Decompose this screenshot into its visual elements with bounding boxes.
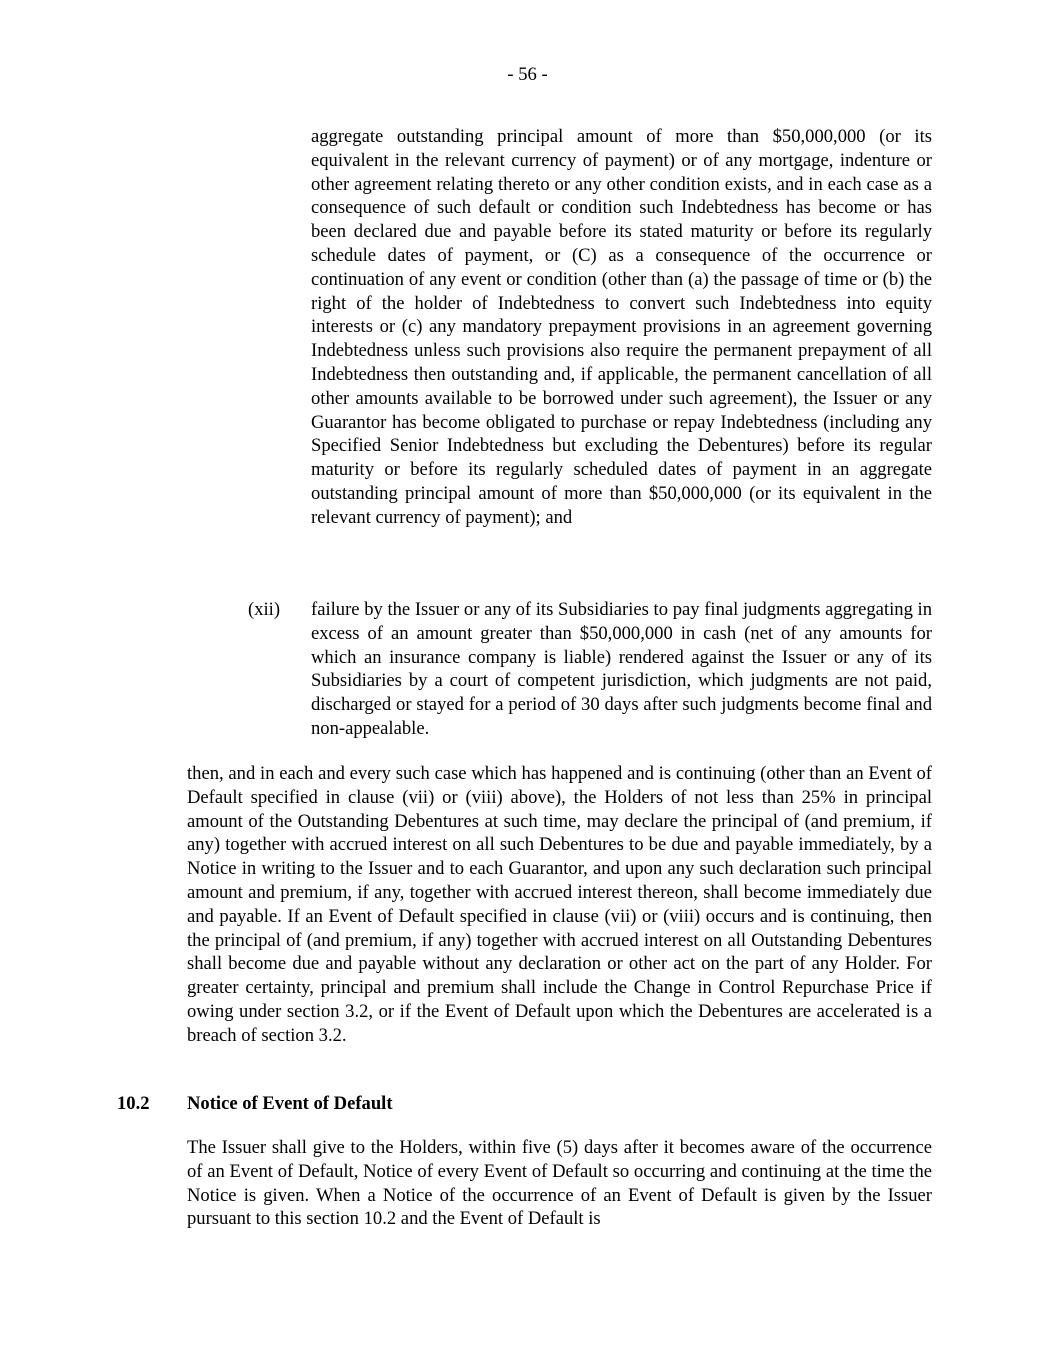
section-heading: Notice of Event of Default	[187, 1093, 393, 1114]
acceleration-paragraph: then, and in each and every such case which has happened and is continuing (other than an Event of Default specified in clause (vii) or (viii) above), the Holders of not less than 25% in principal amount of the Outstanding Debentures at such time, may declare the principal of (and premium, if any) together with accrued interest on all such Debentures to be due and payable immediately, by a Notice in writing to the Issuer and to each Guarantor, and upon any such declaration such principal amount and premium, if any, together with accrued interest thereon, shall become immediately due and payable. If an Event of Default specified in clause (vii) or (viii) occurs and is continuing, then the principal of (and premium, if any) together with accrued interest on all Outstanding Debentures shall become due and payable without any declaration or other act on the part of any Holder. For greater certainty, principal and premium shall include the Change in Control Repurchase Price if owing under section 3.2, or if the Event of Default upon which the Debentures are accelerated is a breach of section 3.2.	[187, 763, 932, 1046]
continuation-paragraph: aggregate outstanding principal amount of more than $50,000,000 (or its equivalent in the relevant currency of payment) or of any mortgage, indenture or other agreement relating thereto or any other condition exists, and in each case as a consequence of such default or condition such Indebtedness has become or has been declared due and payable before its stated maturity or before its regularly schedule dates of payment, or (C) as a consequence of the occurrence or continuation of any event or condition (other than (a) the passage of time or (b) the right of the holder of Indebtedness to convert such Indebtedness into equity interests or (c) any mandatory prepayment provisions in an agreement governing Indebtedness unless such provisions also require the permanent prepayment of all Indebtedness then outstanding and, if applicable, the permanent cancellation of all other amounts available to be borrowed under such agreement), the Issuer or any Guarantor has become obligated to purchase or repay Indebtedness (including any Specified Senior Indebtedness but excluding the Debentures) before its regular maturity or before its regularly scheduled dates of payment in an aggregate outstanding principal amount of more than $50,000,000 (or its equivalent in the relevant currency of payment); and	[311, 126, 932, 528]
page-number: - 56 -	[507, 64, 548, 85]
clause-text-xii: failure by the Issuer or any of its Subsidiaries to pay final judgments aggregating in excess of an amount greater than $50,000,000 in cash (net of any amounts for which an insurance company is liable) rendered against the Issuer or any of its Subsidiaries by a court of competent jurisdiction, which judgments are not paid, discharged or stayed for a period of 30 days after such judgments become final and non-appealable.	[311, 599, 932, 739]
section-paragraph: The Issuer shall give to the Holders, within five (5) days after it becomes aware of the occurrence of an Event of Default, Notice of every Event of Default so occurring and continuing at the time the Notice is given. When a Notice of the occurrence of an Event of Default is given by the Issuer pursuant to this section 10.2 and the Event of Default is	[187, 1137, 932, 1230]
clause-label-xii: (xii)	[248, 599, 281, 620]
section-number: 10.2	[117, 1093, 150, 1114]
